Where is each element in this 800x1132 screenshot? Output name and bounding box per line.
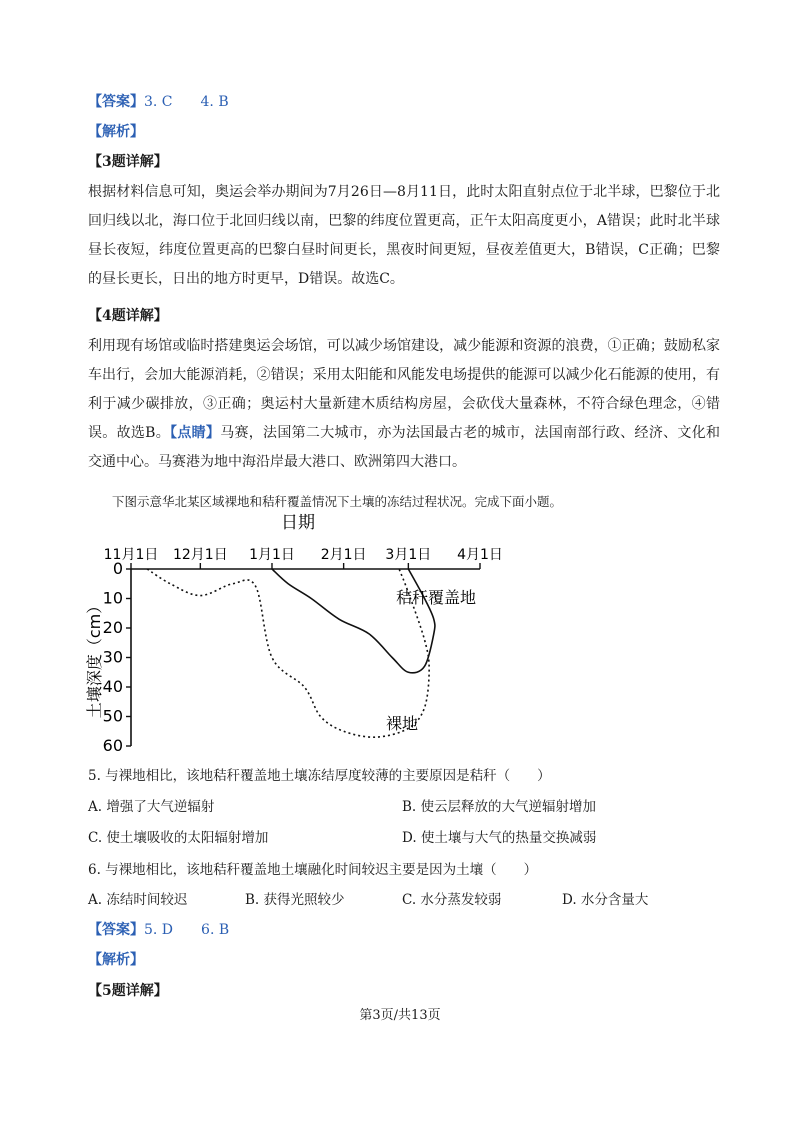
y-tick-label: 40 [102,677,123,696]
page-number: 第3页/共13页 [359,1008,441,1023]
y-tick-label: 0 [112,559,123,578]
answer-text: 3. C 4. B [144,94,229,110]
x-tick-label: 3月1日 [385,547,432,563]
q6-option-b: B. 获得光照较少 [245,892,345,908]
x-tick-label: 11月1日 [103,547,159,563]
series-straw-covered-line [272,569,435,673]
answer-line-2 [88,920,229,940]
q6-option-d: D. 水分含量大 [562,892,649,908]
x-tick-label: 2月1日 [320,547,367,563]
x-tick-label: 1月1日 [249,547,295,563]
y-tick-label: 10 [102,588,123,608]
y-axis-ticks [103,559,131,755]
q4-explanation [88,332,721,470]
answer-label-2: 【答案】 [88,922,144,938]
q3-heading: 【3题详解】 [88,154,168,170]
q5-option-d: D. 使土壤与大气的热量交换减弱 [402,830,597,846]
q6-option-a: A. 冻结时间较迟 [88,892,188,908]
q4-body: 利用现有场馆或临时搭建奥运会场馆，可以减少场馆建设，减少能源和资源的浪费，①正确；鼓励私家车出行，会加大能源消耗，②错误；采用太阳能和风能发电场提供的能源可以减少化石能源的使用，有利于减少碳排放，③正确；奥运村大量新建木质结构房屋，会砍伐大量森林，不符合绿色理念，④错误。故选B。 [88,338,720,441]
label-straw-covered: 秸秆覆盖地 [396,588,477,607]
label-bare-ground: 裸地 [386,714,419,733]
q5-option-a: A. 增强了大气逆辐射 [88,799,215,815]
q5-heading: 【5题详解】 [88,983,168,999]
analysis-label: 【解析】 [88,124,144,140]
y-tick-label: 30 [102,647,123,667]
q4-heading: 【4题详解】 [88,308,168,324]
figure-intro: 下图示意华北某区域裸地和秸秆覆盖情况下土壤的冻结过程状况。完成下面小题。 [112,494,563,509]
q3-explanation: 根据材料信息可知，奥运会举办期间为7月26日—8月11日，此时太阳直射点位于北半球，巴黎位于北回归线以北，海口位于北回归线以南，巴黎的纬度位置更高，正午太阳高度更小，A错误；此时北半球昼长夜短，纬度位置更高的巴黎白昼时间更长，黑夜时间更短，昼夜差值更大，B错误，C正确；巴黎的昼长更长，日出的地方时更早，D错误。故选C。 [88,184,720,287]
q5-option-b: B. 使云层释放的大气逆辐射增加 [402,799,597,815]
answer-text-2: 5. D 6. B [144,922,230,938]
x-axis-ticks [104,547,503,569]
y-tick-label: 20 [102,618,123,637]
q5-option-c: C. 使土壤吸收的太阳辐射增加 [88,830,269,846]
x-axis-title: 日期 [281,513,315,533]
y-tick-label: 60 [102,736,123,755]
series-bare-ground-line [147,569,429,737]
soil-freeze-chart [0,508,800,768]
y-tick-label: 50 [102,706,123,726]
tip-label: 【点睛】 [170,425,221,441]
analysis-label-2: 【解析】 [88,952,144,968]
x-tick-label: 12月1日 [172,547,228,563]
q6-stem: 6. 与裸地相比，该地秸秆覆盖地土壤融化时间较迟主要是因为土壤（ ） [88,862,538,878]
q5-stem: 5. 与裸地相比，该地秸秆覆盖地土壤冻结厚度较薄的主要原因是秸秆（ ） [88,768,551,784]
answer-label: 【答案】 [88,94,144,110]
q6-option-c: C. 水分蒸发较弱 [402,892,502,908]
answer-line-1 [88,92,229,112]
tip-body: 马赛，法国第二大城市，亦为法国最古老的城市，法国南部行政、经济、文化和交通中心。马赛港为地中海沿岸最大港口、欧洲第四大港口。 [88,425,721,470]
y-axis-title: 土壤深度（cm） [85,597,104,719]
x-tick-label: 4月1日 [457,547,503,563]
